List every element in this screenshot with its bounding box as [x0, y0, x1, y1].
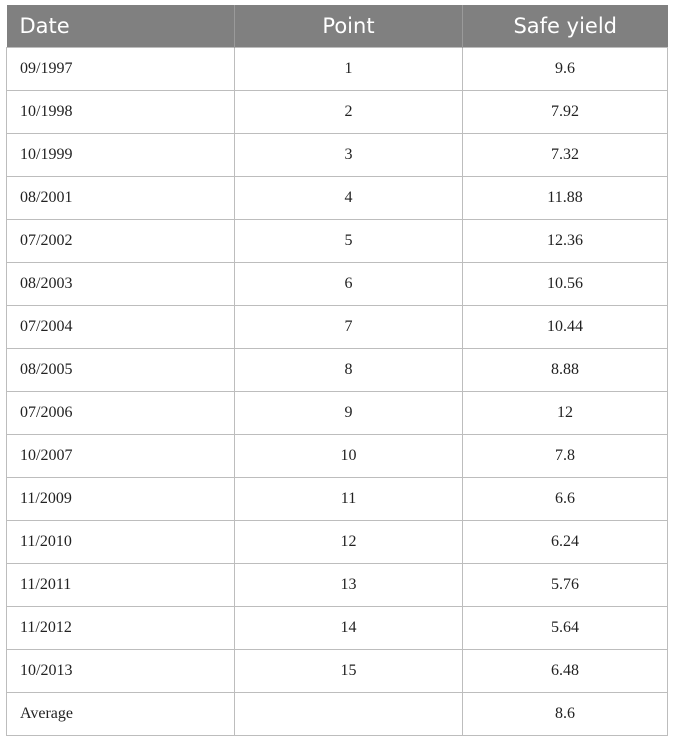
cell-safe-yield: 10.56	[463, 263, 668, 306]
cell-date: 07/2002	[7, 220, 235, 263]
cell-point: 6	[235, 263, 463, 306]
cell-safe-yield: 10.44	[463, 306, 668, 349]
cell-safe-yield: 6.6	[463, 478, 668, 521]
table-body	[7, 48, 668, 736]
table-row	[7, 263, 668, 306]
cell-safe-yield: 7.32	[463, 134, 668, 177]
table-row	[7, 220, 668, 263]
header-row	[7, 5, 668, 48]
safe-yield-table	[6, 5, 668, 736]
table-row	[7, 564, 668, 607]
cell-safe-yield: 11.88	[463, 177, 668, 220]
table-row	[7, 91, 668, 134]
cell-date: 11/2010	[7, 521, 235, 564]
header-safe-yield: Safe yield	[463, 5, 668, 48]
cell-point: 5	[235, 220, 463, 263]
cell-point: 15	[235, 650, 463, 693]
cell-point: 4	[235, 177, 463, 220]
cell-date: 10/1999	[7, 134, 235, 177]
cell-date: 08/2003	[7, 263, 235, 306]
table-row	[7, 435, 668, 478]
cell-date: 10/1998	[7, 91, 235, 134]
cell-date: 10/2013	[7, 650, 235, 693]
cell-safe-yield: 7.92	[463, 91, 668, 134]
cell-point: 1	[235, 48, 463, 91]
cell-point: 9	[235, 392, 463, 435]
cell-date: 07/2004	[7, 306, 235, 349]
cell-date: 09/1997	[7, 48, 235, 91]
cell-point: 3	[235, 134, 463, 177]
cell-point: 7	[235, 306, 463, 349]
cell-safe-yield: 5.64	[463, 607, 668, 650]
cell-point: 2	[235, 91, 463, 134]
cell-date: 11/2009	[7, 478, 235, 521]
cell-safe-yield: 8.6	[463, 693, 668, 736]
cell-safe-yield: 6.48	[463, 650, 668, 693]
cell-safe-yield: 5.76	[463, 564, 668, 607]
cell-safe-yield: 12.36	[463, 220, 668, 263]
table-header	[7, 5, 668, 48]
table-row	[7, 650, 668, 693]
cell-date: 08/2005	[7, 349, 235, 392]
table-row	[7, 306, 668, 349]
cell-date: 11/2012	[7, 607, 235, 650]
cell-date: 11/2011	[7, 564, 235, 607]
cell-safe-yield: 7.8	[463, 435, 668, 478]
cell-safe-yield: 6.24	[463, 521, 668, 564]
header-date: Date	[7, 5, 235, 48]
header-point: Point	[235, 5, 463, 48]
average-row	[7, 693, 668, 736]
table-row	[7, 607, 668, 650]
table-row	[7, 134, 668, 177]
cell-point: 13	[235, 564, 463, 607]
table-row	[7, 521, 668, 564]
cell-date: 10/2007	[7, 435, 235, 478]
table-row	[7, 48, 668, 91]
cell-date: 07/2006	[7, 392, 235, 435]
cell-date: Average	[7, 693, 235, 736]
cell-safe-yield: 8.88	[463, 349, 668, 392]
cell-safe-yield: 12	[463, 392, 668, 435]
cell-point: 12	[235, 521, 463, 564]
cell-point: 11	[235, 478, 463, 521]
table-row	[7, 349, 668, 392]
cell-date: 08/2001	[7, 177, 235, 220]
table-row	[7, 392, 668, 435]
table-row	[7, 478, 668, 521]
cell-safe-yield: 9.6	[463, 48, 668, 91]
safe-yield-table-container	[6, 5, 667, 736]
cell-point: 14	[235, 607, 463, 650]
cell-point: 10	[235, 435, 463, 478]
table-row	[7, 177, 668, 220]
cell-point	[235, 693, 463, 736]
cell-point: 8	[235, 349, 463, 392]
